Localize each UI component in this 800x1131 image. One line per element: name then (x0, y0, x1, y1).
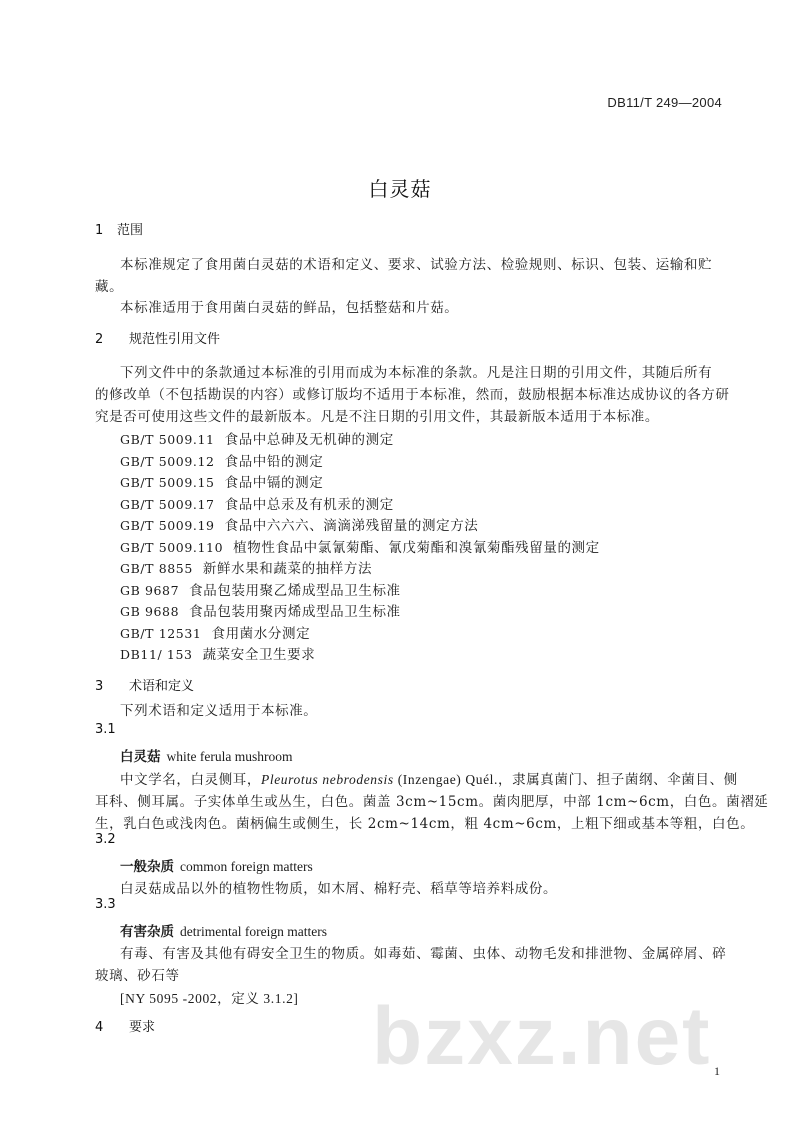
paragraph-line (120, 768, 738, 788)
reference-item (120, 493, 394, 513)
reference-title: 新鲜水果和蔬菜的抽样方法 (202, 561, 373, 577)
reference-code: GB/T 5009.11 (120, 432, 215, 447)
reference-item (120, 643, 315, 663)
term-english: common foreign matters (180, 859, 313, 874)
reference-item (120, 600, 401, 620)
reference-item (120, 557, 372, 577)
reference-item (120, 514, 478, 534)
reference-title: 植物性食品中氯氰菊酯、氰戊菊酯和溴氰菊酯残留量的测定 (233, 540, 600, 556)
term-chinese: 一般杂质 (120, 859, 174, 875)
reference-code: GB/T 5009.12 (120, 454, 215, 469)
section-4-heading (95, 1016, 155, 1035)
page-title: 白灵菇 (368, 177, 432, 201)
reference-title: 食品包装用聚丙烯成型品卫生标准 (189, 604, 401, 620)
citation-note: [NY 5095 -2002，定义 3.1.2] (120, 991, 299, 1006)
term-chinese: 有害杂质 (120, 924, 174, 940)
page-number: 1 (714, 1064, 720, 1078)
reference-code: GB/T 5009.19 (120, 518, 215, 533)
reference-title: 食用菌水分测定 (211, 626, 311, 642)
reference-code: GB/T 12531 (120, 626, 202, 641)
document-id: DB11/T 249—2004 (607, 95, 722, 110)
section-number: 4 (95, 1020, 104, 1035)
paragraph-line: 下列术语和定义适用于本标准。 (120, 703, 318, 719)
reference-title: 食品中铅的测定 (224, 454, 324, 470)
term-number: 3.3 (95, 897, 116, 912)
paragraph-line: 的修改单（不包括勘误的内容）或修订版均不适用于本标准，然而，鼓励根据本标准达成协议的各方研 (95, 387, 730, 403)
section-2-heading (95, 328, 220, 347)
reference-code: GB/T 5009.110 (120, 540, 224, 555)
reference-code: GB 9687 (120, 583, 180, 598)
section-3-heading (95, 675, 194, 694)
reference-item (120, 450, 323, 470)
paragraph-line: 白灵菇成品以外的植物性物质，如木屑、棉籽壳、稻草等培养料成份。 (120, 881, 558, 897)
paragraph-line: 下列文件中的条款通过本标准的引用而成为本标准的条款。凡是注日期的引用文件，其随后所有 (120, 365, 713, 381)
term-english: white ferula mushroom (166, 749, 293, 764)
term-chinese: 白灵菇 (120, 749, 161, 765)
paragraph-line: 究是否可使用这些文件的最新版本。凡是不注日期的引用文件，其最新版本适用于本标准。 (95, 409, 659, 425)
section-number: 3 (95, 679, 104, 694)
section-title: 术语和定义 (129, 679, 195, 694)
reference-title: 食品中总汞及有机汞的测定 (224, 497, 394, 513)
reference-code: GB/T 5009.15 (120, 475, 215, 490)
term-entry (120, 920, 327, 940)
term-number: 3.2 (95, 832, 116, 847)
paragraph-line: 耳科、侧耳属。子实体单生或丛生，白色。菌盖 3cm~15cm。菌肉肥厚，中部 1cm~6cm，白色。菌褶延 (95, 794, 769, 810)
term-entry (120, 745, 292, 765)
section-title: 要求 (129, 1020, 156, 1035)
paragraph-line: 藏。 (95, 279, 124, 295)
paragraph-line: 本标准适用于食用菌白灵菇的鲜品，包括整菇和片菇。 (120, 300, 459, 316)
reference-title: 食品中总砷及无机砷的测定 (224, 432, 394, 448)
reference-item (120, 536, 600, 556)
reference-title: 食品中镉的测定 (224, 475, 324, 491)
paragraph-line: 有毒、有害及其他有碍安全卫生的物质。如毒茹、霉菌、虫体、动物毛发和排泄物、金属碎屑、碎 (120, 946, 727, 962)
reference-title: 食品中六六六、滴滴涕残留量的测定方法 (224, 518, 479, 534)
reference-code: GB/T 5009.17 (120, 497, 215, 512)
section-1-heading (95, 219, 143, 238)
text-run: (Inzengae) Quél.，隶属真菌门、担子菌纲、伞菌目、侧 (393, 772, 738, 787)
reference-item (120, 622, 310, 642)
text-run: 中文学名，白灵侧耳， (120, 772, 261, 788)
latin-name: Pleurotus nebrodensis (261, 772, 394, 787)
term-english: detrimental foreign matters (180, 924, 327, 939)
reference-code: GB 9688 (120, 604, 180, 619)
reference-item (120, 579, 401, 599)
reference-code: DB11/ 153 (120, 647, 193, 662)
paragraph-line: 本标准规定了食用菌白灵菇的术语和定义、要求、试验方法、检验规则、标识、包装、运输和贮 (120, 257, 713, 273)
section-number: 1 (95, 223, 104, 238)
reference-title: 蔬菜安全卫生要求 (202, 647, 316, 663)
watermark: bzxz.net (372, 991, 712, 1082)
reference-item (120, 471, 323, 491)
section-title: 范围 (117, 223, 144, 238)
term-entry (120, 855, 313, 875)
reference-title: 食品包装用聚乙烯成型品卫生标准 (189, 583, 401, 599)
paragraph-line: 玻璃、砂石等 (95, 968, 180, 984)
term-number: 3.1 (95, 722, 116, 737)
section-number: 2 (95, 332, 104, 347)
section-title: 规范性引用文件 (129, 332, 221, 347)
paragraph-line: 生，乳白色或浅肉色。菌柄偏生或侧生，长 2cm~14cm，粗 4cm~6cm，上粗下细或基本等粗，白色。 (95, 816, 755, 832)
reference-code: GB/T 8855 (120, 561, 193, 576)
reference-item (120, 428, 394, 448)
